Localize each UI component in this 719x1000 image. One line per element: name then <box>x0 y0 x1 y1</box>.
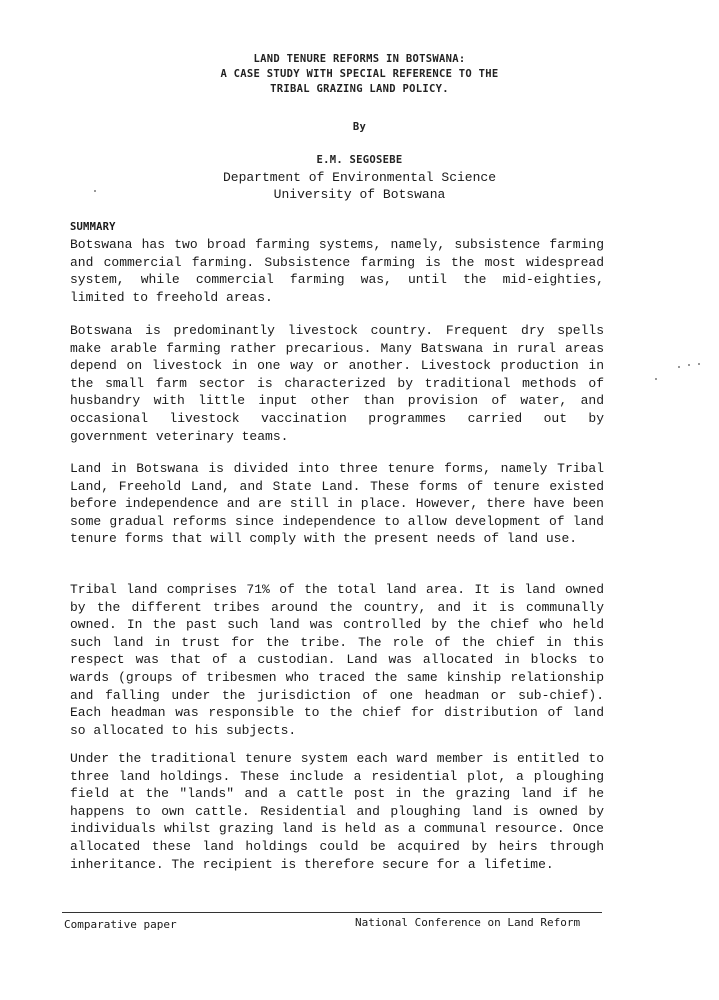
title-line-1: LAND TENURE REFORMS IN BOTSWANA: <box>253 53 466 65</box>
footer-left: Comparative paper <box>64 918 177 931</box>
scan-speck <box>688 364 690 366</box>
footer-rule <box>62 912 602 913</box>
paragraph-1: Botswana has two broad farming systems, namely, subsistence farming and commercial farming. Subsistence farming is the most widespread system, while commercial farming was, until the mid-eighties, limited to freehold areas. <box>70 237 604 305</box>
paragraph-4: Tribal land comprises 71% of the total land area. It is land owned by the different tribes around the country, and it is communally owned. In the past such land was controlled by the chief who held such land in trust for the tribe. The role of the chief in this respect was that of a custodian. Land was allocated in blocks to wards (groups of tribesmen who traced the same kinship relationship and falling under the jurisdiction of one headman or sub-chief). Each headman was responsible to the chief for distribution of land so allocated to his subjects. <box>70 582 604 738</box>
paragraph-2: Botswana is predominantly livestock country. Frequent dry spells make arable farming rather precarious. Many Batswana in rural areas depend on livestock in one way or another. Livestock production in the small farm sector is characterized by traditional methods of husbandry with little input other than provision of water, and occasional livestock vaccination programmes carried out by government veterinary teams. <box>70 323 604 444</box>
by-line: By <box>352 121 367 133</box>
paragraph-3: Land in Botswana is divided into three tenure forms, namely Tribal Land, Freehold Land, and State Land. These forms of tenure existed before independence and are still in place. However, there have been some gradual reforms since independence to allow development of land tenure forms that will comply with the present needs of land use. <box>70 461 604 547</box>
scan-speck <box>678 366 680 368</box>
scan-speck <box>698 363 700 365</box>
title-line-2: A CASE STUDY WITH SPECIAL REFERENCE TO THE <box>220 68 499 80</box>
title-line-3: TRIBAL GRAZING LAND POLICY. <box>270 83 449 95</box>
author-university: University of Botswana <box>273 187 446 202</box>
author-name: E.M. SEGOSEBE <box>316 154 403 166</box>
footer-right: National Conference on Land Reform <box>355 916 581 929</box>
summary-heading: SUMMARY <box>70 221 116 233</box>
scan-speck <box>655 378 657 380</box>
scan-speck <box>94 190 96 192</box>
paragraph-5: Under the traditional tenure system each ward member is entitled to three land holdings. These include a residential plot, a ploughing field at the "lands" and a cattle post in the grazing land if he happens to own cattle. Residential and ploughing land is owned by individuals whilst grazing land is held as a communal resource. Once allocated these land holdings could be acquired by heirs through inheritance. The recipient is therefore secure for a lifetime. <box>70 751 604 872</box>
author-department: Department of Environmental Science <box>222 170 497 185</box>
